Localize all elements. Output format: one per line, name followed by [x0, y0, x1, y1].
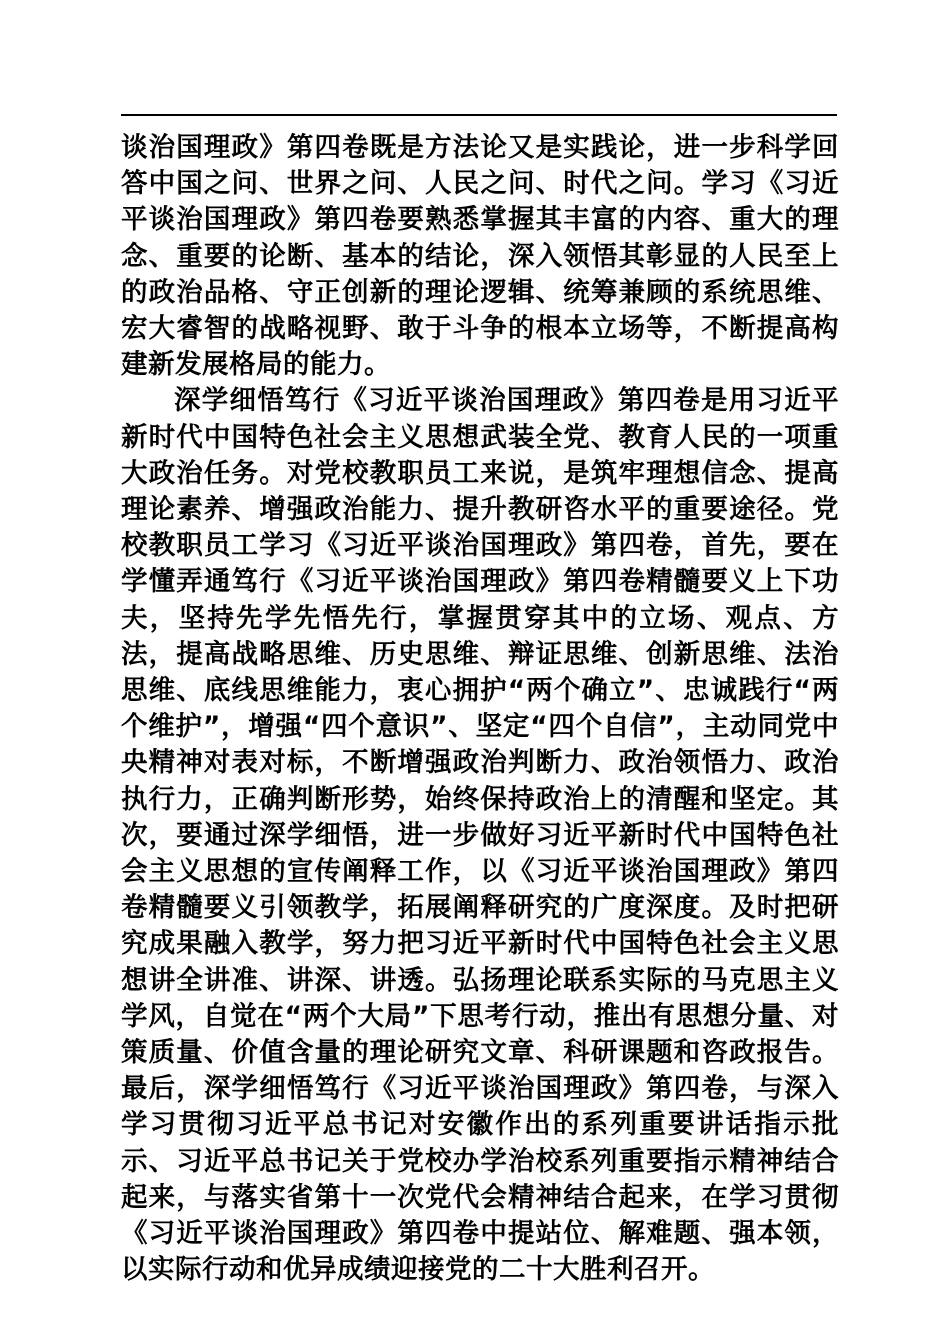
- document-body: [121, 130, 839, 1289]
- header-rule: [121, 114, 837, 116]
- paragraph-1: 谈治国理政》第四卷既是方法论又是实践论，进一步科学回答中国之问、世界之问、人民之问、时代之问。学习《习近平谈治国理政》第四卷要熟悉掌握其丰富的内容、重大的理念、重要的论断、基本的结论，深入领悟其彰显的人民至上的政治品格、守正创新的理论逻辑、统筹兼顾的系统思维、宏大睿智的战略视野、敢于斗争的根本立场等，不断提高构建新发展格局的能力。: [121, 132, 839, 381]
- paragraph-2: 深学细悟笃行《习近平谈治国理政》第四卷是用习近平新时代中国特色社会主义思想武装全党、教育人民的一项重大政治任务。对党校教职员工来说，是筑牢理想信念、提高理论素养、增强政治能力、提升教研咨水平的重要途径。党校教职员工学习《习近平谈治国理政》第四卷，首先，要在学懂弄通笃行《习近平谈治国理政》第四卷精髓要义上下功夫，坚持先学先悟先行，掌握贯穿其中的立场、观点、方法，提高战略思维、历史思维、辩证思维、创新思维、法治思维、底线思维能力，衷心拥护“两个确立”、忠诚践行“两个维护”，增强“四个意识”、坚定“四个自信”，主动同党中央精神对表对标，不断增强政治判断力、政治领悟力、政治执行力，正确判断形势，始终保持政治上的清醒和坚定。其次，要通过深学细悟，进一步做好习近平新时代中国特色社会主义思想的宣传阐释工作，以《习近平谈治国理政》第四卷精髓要义引领教学，拓展阐释研究的广度深度。及时把研究成果融入教学，努力把习近平新时代中国特色社会主义思想讲全讲准、讲深、讲透。弘扬理论联系实际的马克思主义学风，自觉在“两个大局”下思考行动，推出有思想分量、对策质量、价值含量的理论研究文章、科研课题和咨政报告。最后，深学细悟笃行《习近平谈治国理政》第四卷，与深入学习贯彻习近平总书记对安徽作出的系列重要讲话指示批示、习近平总书记关于党校办学治校系列重要指示精神结合起来，与落实省第十一次党代会精神结合起来，在学习贯彻《习近平谈治国理政》第四卷中提站位、解难题、强本领，以实际行动和优异成绩迎接党的二十大胜利召开。: [121, 385, 839, 1286]
